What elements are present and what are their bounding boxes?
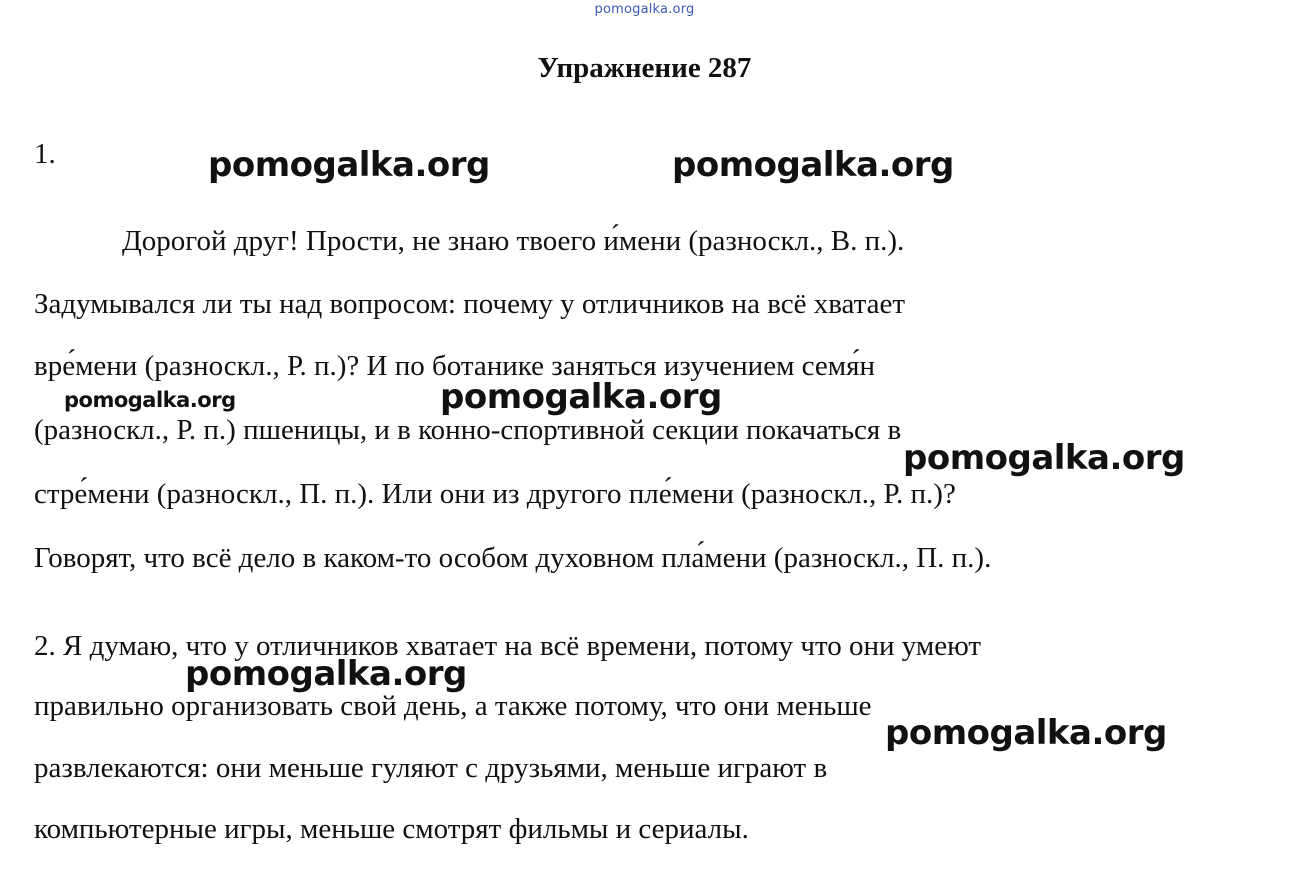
part-1-line-4: (разноскл., Р. п.) пшеницы, и в конно-спортивной секции покачаться в (34, 414, 902, 446)
watermark-3: pomogalka.org (64, 388, 236, 412)
watermark-5: pomogalka.org (903, 438, 1185, 478)
part-2-line-3: развлекаются: они меньше гуляют с друзьями, меньше играют в (34, 752, 828, 784)
watermark-2: pomogalka.org (672, 145, 954, 185)
part-1-line-6: Говорят, что всё дело в каком-то особом духовном пла́мени (разноскл., П. п.). (34, 542, 992, 574)
watermark-6: pomogalka.org (185, 654, 467, 694)
watermark-7: pomogalka.org (885, 713, 1167, 753)
exercise-title: Упражнение 287 (537, 52, 752, 84)
part-1-line-2: Задумывался ли ты над вопросом: почему у отличников на всё хватает (34, 288, 906, 320)
part-1-number: 1. (34, 138, 56, 170)
watermark-top-link[interactable]: pomogalka.org (594, 2, 695, 17)
part-2-line-1: 2. Я думаю, что у отличников хватает на всё времени, потому что они умеют (34, 630, 982, 662)
part-2-line-4: компьютерные игры, меньше смотрят фильмы и сериалы. (34, 813, 749, 845)
watermark-1: pomogalka.org (208, 145, 490, 185)
watermark-4: pomogalka.org (440, 377, 722, 417)
part-1-line-3: вре́мени (разноскл., Р. п.)? И по ботанике заняться изучением семя́н (34, 350, 875, 382)
part-1-line-5: стре́мени (разноскл., П. п.). Или они из другого пле́мени (разноскл., Р. п.)? (34, 478, 956, 510)
part-2-line-2: правильно организовать свой день, а также потому, что они меньше (34, 690, 872, 722)
part-1-line-1: Дорогой друг! Прости, не знаю твоего и́мени (разноскл., В. п.). (122, 225, 905, 257)
